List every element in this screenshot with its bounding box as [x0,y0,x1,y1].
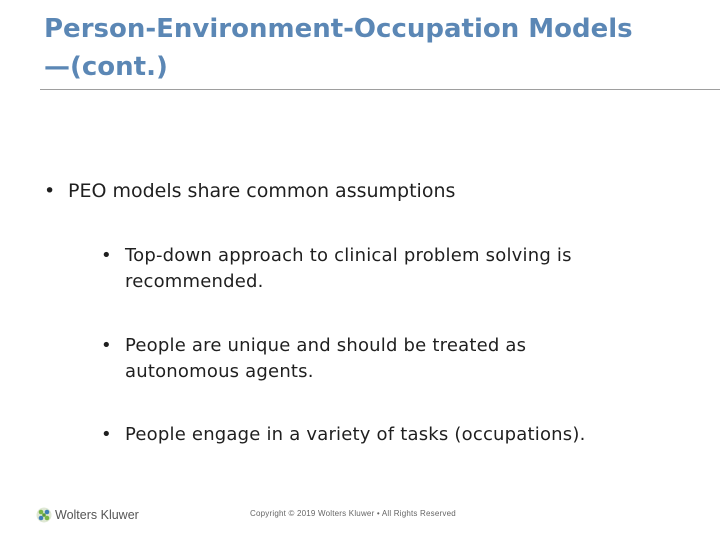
main-bullet-text: PEO models share common assumptions [68,180,456,202]
brand-name: Wolters Kluwer [55,508,139,522]
copyright-notice: Copyright © 2019 Wolters Kluwer • All Rights Reserved [250,509,456,518]
sub-bullet-text: Top-down approach to clinical problem solving is recommended. [125,245,572,292]
bullet-icon: • [44,180,56,202]
sub-bullet-1 [101,243,701,295]
slide-title [44,10,694,86]
brand-logo [36,505,139,525]
slide-title-line-1: Person-Environment-Occupation Models [44,14,633,44]
sub-bullet-text: People are unique and should be treated as autonomous agents. [125,335,527,382]
sub-bullet-2 [101,333,701,385]
sub-bullet-3 [101,422,701,448]
slide-title-line-2: —(cont.) [44,52,168,82]
bullet-icon: • [101,245,112,266]
bullet-icon: • [101,335,112,356]
title-divider [40,89,720,90]
sub-bullet-text: People engage in a variety of tasks (occupations). [125,424,586,445]
main-bullet [44,177,684,205]
bullet-icon: • [101,424,112,445]
wolters-kluwer-logo-icon [36,507,52,523]
